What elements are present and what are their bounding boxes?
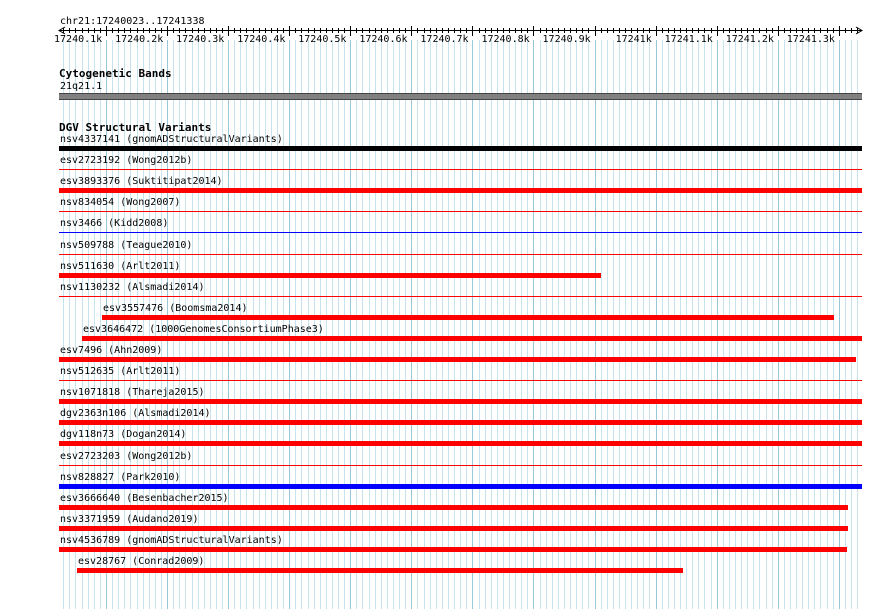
tick-label: 17241.1k [664, 34, 713, 45]
tick-label: 17240.6k [359, 34, 408, 45]
feature-bar-loss[interactable] [59, 420, 862, 425]
feature-line-loss[interactable] [59, 211, 862, 212]
feature-label[interactable]: esv28767 (Conrad2009) [78, 556, 205, 567]
cytogenetic-band-label: 21q21.1 [60, 81, 103, 92]
feature-bar-loss[interactable] [59, 547, 847, 552]
cytogenetic-band[interactable] [59, 93, 862, 100]
location-label: chr21:17240023..17241338 [60, 16, 205, 27]
feature-label[interactable]: nsv3371959 (Audano2019) [60, 513, 199, 525]
feature-label[interactable]: esv3666640 (Besenbacher2015) [60, 492, 229, 504]
feature-line-loss[interactable] [59, 169, 862, 170]
tick-label: 17240.1k [54, 34, 103, 45]
tick-label: 17240.8k [481, 34, 530, 45]
feature-label[interactable]: nsv834054 (Wong2007) [60, 197, 181, 209]
feature-bar-loss[interactable] [59, 273, 601, 278]
feature-label[interactable]: nsv512635 (Arlt2011) [60, 366, 181, 378]
feature-label[interactable]: esv2723203 (Wong2012b) [60, 450, 193, 462]
feature-bar-loss[interactable] [59, 188, 862, 193]
tick-label: 17241.3k [786, 34, 835, 45]
feature-label[interactable]: esv2723192 (Wong2012b) [60, 155, 193, 167]
feature-bar-loss[interactable] [59, 441, 862, 446]
tick-label: 17240.7k [420, 34, 469, 45]
feature-label[interactable]: nsv511630 (Arlt2011) [60, 260, 181, 272]
feature-label[interactable]: esv3893376 (Suktitipat2014) [60, 176, 223, 188]
feature-bar-loss[interactable] [59, 399, 862, 404]
feature-line-loss[interactable] [59, 380, 862, 381]
feature-label[interactable]: dgv2363n106 (Alsmadi2014) [60, 408, 211, 420]
feature-label[interactable]: nsv1130232 (Alsmadi2014) [60, 281, 205, 293]
feature-label[interactable]: nsv4337141 (gnomADStructuralVariants) [60, 134, 283, 145]
tick-label: 17240.3k [176, 34, 225, 45]
feature-label[interactable]: esv3557476 (Boomsma2014) [103, 302, 248, 314]
cytogenetic-track-title[interactable]: Cytogenetic Bands [59, 67, 172, 80]
feature-bar-loss[interactable] [102, 315, 834, 320]
tick-label: 17240.5k [298, 34, 347, 45]
tick-label: 17240.2k [115, 34, 164, 45]
feature-label[interactable]: nsv509788 (Teague2010) [60, 239, 193, 251]
feature-bar-loss[interactable] [77, 568, 683, 573]
feature-line-gain[interactable] [59, 232, 862, 233]
feature-line-loss[interactable] [59, 254, 862, 255]
feature-bar-loss[interactable] [59, 357, 856, 362]
tick-label: 17241.2k [725, 34, 774, 45]
feature-label[interactable]: esv3646472 (1000GenomesConsortiumPhase3) [83, 323, 324, 335]
tick-label: 17240.4k [237, 34, 286, 45]
feature-bar-loss[interactable] [59, 526, 848, 531]
tick-label: 17240.9k [542, 34, 591, 45]
feature-bar-loss[interactable] [82, 336, 862, 341]
feature-label[interactable]: nsv3466 (Kidd2008) [60, 218, 169, 230]
feature-label[interactable]: nsv828827 (Park2010) [60, 471, 181, 483]
feature-label[interactable]: nsv1071818 (Thareja2015) [60, 387, 205, 399]
feature-label[interactable]: esv7496 (Ahn2009) [60, 345, 163, 356]
feature-label[interactable]: dgv118n73 (Dogan2014) [60, 429, 187, 441]
feature-bar-loss[interactable] [59, 505, 848, 510]
feature-label[interactable]: nsv4536789 (gnomADStructuralVariants) [60, 534, 283, 546]
tick-label: 17241k [615, 34, 652, 45]
dgv-track-title[interactable]: DGV Structural Variants [59, 121, 212, 134]
feature-line-loss[interactable] [59, 465, 862, 466]
feature-bar-gain[interactable] [59, 484, 862, 489]
feature-line-loss[interactable] [59, 296, 862, 297]
feature-bar-complex[interactable] [59, 146, 862, 151]
